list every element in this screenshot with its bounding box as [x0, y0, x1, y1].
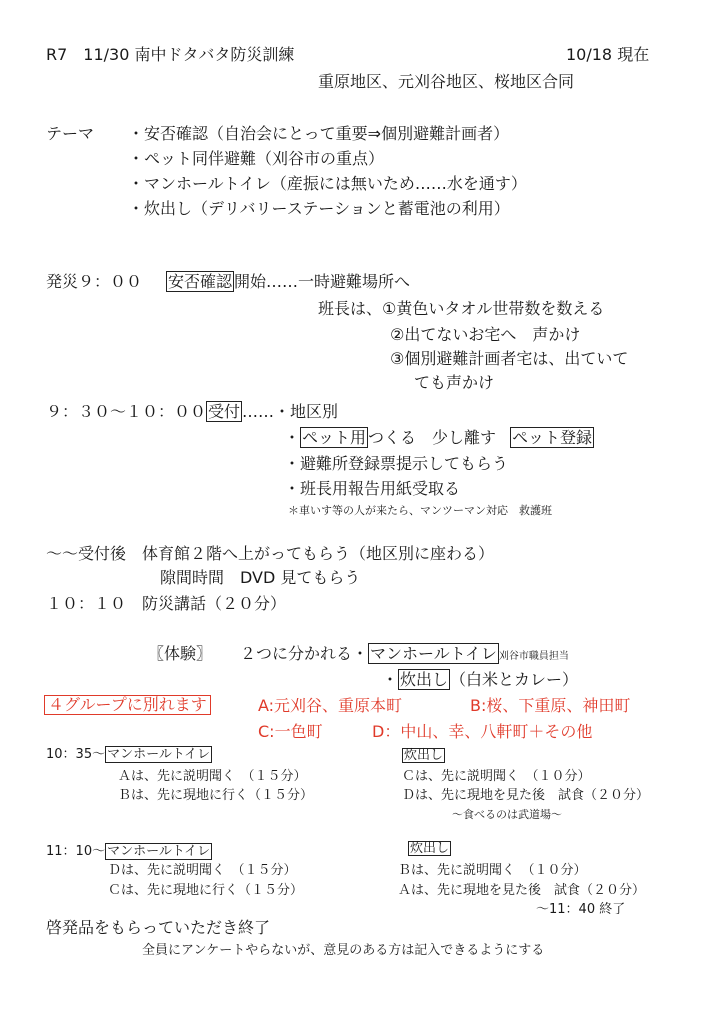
closing-main: 啓発品をもらっていただき終了	[46, 918, 271, 937]
slot1-eating-note: ～食べるのは武道場～	[452, 808, 562, 821]
cooking-box: 炊出し	[400, 670, 449, 689]
cooking-rest: （白米とカレー）	[450, 670, 579, 689]
end-time: ～11：40 終了	[536, 902, 626, 917]
time-900: 発災９：００	[46, 272, 143, 291]
schedule-900	[46, 274, 410, 290]
slot1-cook-c: Ｃは、先に説明聞く （１０分）	[402, 769, 591, 784]
reception-box: 受付	[208, 402, 241, 421]
slot2-cook-a: Ａは、先に現地を見た後 試食（２０分）	[398, 883, 646, 898]
theme-item-toilet: ・マンホールトイレ（産振には無いため……水を通す）	[128, 174, 527, 193]
theme-item-safety: ・安否確認（自治会にとって重要⇒個別避難計画者）	[128, 124, 510, 143]
slot2-cook-box: 炊出し	[410, 841, 450, 856]
leader-instruction: 班長は、①黄色いタオル世帯数を数える	[318, 299, 605, 318]
slot2-toilet-c: Ｃは、先に現地に行く（１５分）	[108, 883, 304, 898]
slot1-header	[46, 748, 212, 761]
cooking-item	[382, 672, 578, 688]
pet-bullet: ・	[284, 428, 301, 447]
group-a: A:元刈谷、重原本町	[258, 696, 403, 715]
slot2-time: 11：10～	[46, 844, 106, 859]
group-c: C:一色町	[258, 722, 323, 741]
slot1-cook-box: 炊出し	[404, 748, 444, 763]
registration-item: ・避難所登録票提示してもらう	[284, 454, 509, 473]
report-item: ・班長用報告用紙受取る	[284, 479, 461, 498]
event-title: R7 11/30 南中ドタバタ防災訓練	[46, 45, 295, 64]
wheelchair-note: ＊車いす等の人が来たら、マンツーマン対応 救護班	[288, 504, 552, 517]
manhole-toilet-box: マンホールトイレ	[370, 644, 497, 663]
safety-check-box: 安否確認	[168, 272, 233, 291]
theme-item-pet: ・ペット同伴避難（刈谷市の重点）	[128, 149, 385, 168]
slot2-cook-b: Ｂは、先に説明聞く （１０分）	[398, 863, 587, 878]
slot1-time: 10：35～	[46, 747, 106, 762]
group-d: D：中山、幸、八軒町＋その他	[372, 722, 593, 741]
theme-label: テーマ	[46, 124, 95, 143]
as-of-date: 10/18 現在	[566, 45, 650, 64]
slot1-cook-d: Ｄは、先に現地を見た後 試食（２０分）	[402, 788, 650, 803]
closing-note: 全員にアンケートやらないが、意見のある方は記入できるようにする	[142, 943, 545, 958]
toilet-staff: 刈谷市職員担当	[498, 651, 569, 662]
group-b: B:桜、下重原、神田町	[470, 696, 631, 715]
experience-label: 〖体験〗	[148, 644, 213, 663]
slot2-header	[46, 845, 212, 858]
experience-split	[240, 646, 569, 662]
slot2-toilet-d: Ｄは、先に説明聞く （１５分）	[108, 863, 297, 878]
pet-rest: つくる 少し離す	[368, 428, 497, 447]
schedule-930	[46, 404, 338, 420]
slot1-toilet-box: マンホールトイレ	[107, 747, 211, 762]
pet-item	[284, 430, 594, 446]
time-930: ９：３０～１０：００	[46, 402, 207, 421]
districts: 重原地区、元刈谷地区、桜地区合同	[318, 72, 575, 91]
leader-step-3-cont: ても声かけ	[414, 373, 495, 392]
safety-check-rest: 開始……一時避難場所へ	[234, 272, 411, 291]
groups-box: ４グループに別れます	[44, 695, 211, 715]
reception-rest: ……・地区別	[242, 402, 339, 421]
pet-box: ペット用	[302, 428, 367, 447]
leader-step-2: ②出てないお宅へ 声かけ	[390, 325, 581, 344]
slot2-toilet-box: マンホールトイレ	[107, 844, 211, 859]
disaster-talk: １０：１０ 防災講話（２０分）	[46, 594, 287, 613]
spare-time: 隙間時間 DVD 見てもらう	[160, 568, 361, 587]
split-text: ２つに分かれる・	[240, 644, 369, 663]
after-reception: ～～受付後 体育館２階へ上がってもらう（地区別に座わる）	[46, 544, 495, 563]
slot1-toilet-a: Ａは、先に説明聞く （１５分）	[118, 769, 307, 784]
cook-bullet: ・	[382, 670, 399, 689]
theme-item-cooking: ・炊出し（デリバリーステーションと蓄電池の利用）	[128, 199, 510, 218]
leader-step-3: ③個別避難計画者宅は、出ていて	[390, 349, 629, 368]
slot1-toilet-b: Ｂは、先に現地に行く（１５分）	[118, 788, 314, 803]
pet-registration-box: ペット登録	[512, 428, 593, 447]
